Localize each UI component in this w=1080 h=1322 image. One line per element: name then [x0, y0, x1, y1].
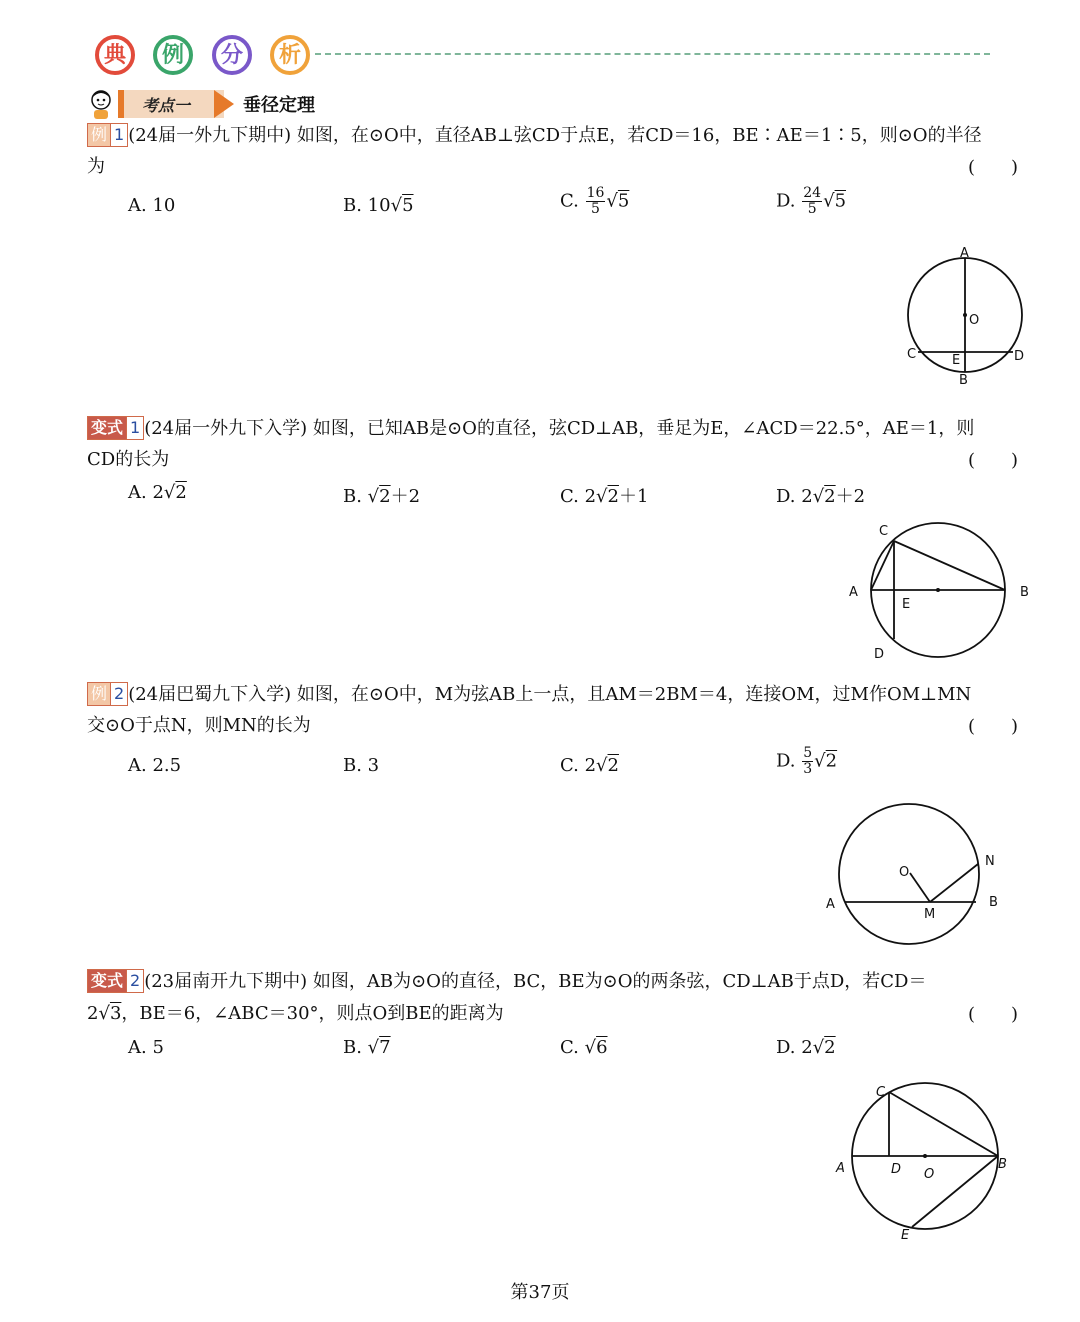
q1-label-e: E: [952, 353, 961, 368]
v2-label-o: O: [924, 1167, 935, 1182]
q2-option-a: A. 2.5: [128, 755, 182, 776]
q2-label-a: A: [826, 897, 835, 912]
v2-text: (23届南开九下期中) 如图，AB为⊙O的直径，BC，BE为⊙O的两条弦，CD⊥AB于点D，若CD＝: [144, 971, 927, 992]
v1-num: 1: [127, 416, 144, 440]
v1-answer-paren: ( ): [968, 450, 1019, 471]
q2-label-m: M: [924, 907, 936, 922]
v1-label-d: D: [874, 647, 885, 662]
v1-label-a: A: [849, 585, 858, 600]
q1-text: (24届一外九下期中) 如图，在⊙O中，直径AB⊥弦CD于点E，若CD＝16，BE∶AE＝1∶5，则⊙O的半径: [128, 125, 982, 146]
q2-label-b: B: [989, 895, 998, 910]
v1-label-e: E: [902, 597, 911, 612]
header-char-2: 例: [153, 35, 193, 75]
v2-answer-paren: ( ): [968, 1004, 1019, 1025]
v2-option-a: A. 5: [128, 1037, 164, 1058]
q2-text: (24届巴蜀九下入学) 如图，在⊙O中，M为弦AB上一点，且AM＝2BM＝4，连接OM，过M作OM⊥MN: [128, 684, 972, 705]
q1-option-d: D. $\frac{24}{5}$ √5: [776, 185, 847, 217]
v1-figure: [840, 515, 1040, 665]
q2-figure: [818, 795, 1018, 955]
v1-option-d: D. 2√2＋2: [776, 486, 866, 507]
q2-label-n: N: [985, 854, 995, 869]
q1-figure: [895, 242, 1040, 392]
v2-label-c: C: [876, 1085, 886, 1100]
v1-line1: [87, 414, 974, 440]
v2-figure: [830, 1078, 1020, 1248]
q1-num: 1: [111, 123, 128, 147]
topic-title: 垂径定理: [243, 95, 315, 116]
v1-segment-cb: [894, 541, 1005, 590]
q2-segment-mn: [930, 864, 978, 902]
q1-option-c: C. $\frac{16}{5}$ √5: [560, 185, 630, 217]
q1-answer-paren: ( ): [968, 157, 1019, 178]
v1-tag: 变式: [87, 416, 127, 440]
q2-line1: [87, 680, 971, 706]
v1-text: (24届一外九下入学) 如图，已知AB是⊙O的直径，弦CD⊥AB，垂足为E，∠ACD＝22.5°，AE＝1，则: [144, 418, 975, 439]
q2-label-o: O: [899, 865, 910, 880]
student-icon: [86, 88, 116, 120]
v1-center-point: [936, 588, 940, 592]
header-char-1: 典: [95, 35, 135, 75]
v2-option-b: B. √7: [343, 1037, 391, 1058]
v1-segment-ac: [871, 541, 894, 590]
topic-label: 考点一: [142, 96, 191, 115]
q2-option-c: C. 2√2: [560, 755, 619, 776]
q1-label-c: C: [907, 347, 917, 362]
v2-option-d: D. 2√2: [776, 1037, 836, 1058]
q1-line1: [87, 121, 982, 147]
q1-tag: 例: [87, 123, 111, 147]
topic-arrow-icon: [214, 90, 234, 118]
v2-line1: [87, 967, 926, 993]
v2-label-a: A: [836, 1161, 845, 1176]
v2-center-point: [923, 1154, 927, 1158]
v2-num: 2: [127, 969, 144, 993]
v1-label-b: B: [1020, 585, 1029, 600]
q1-center-point: [963, 313, 967, 317]
q1-option-b: B. 10√5: [343, 195, 414, 216]
v1-option-b: B. √2＋2: [343, 486, 421, 507]
v2-chord-bc: [889, 1092, 998, 1156]
header-divider: [315, 53, 990, 55]
q2-num: 2: [111, 682, 128, 706]
v1-option-a: A. 2√2: [128, 482, 187, 503]
v1-label-c: C: [879, 524, 889, 539]
q1-label-a: A: [960, 246, 969, 261]
header-char-3: 分: [212, 35, 252, 75]
q1-label-d: D: [1014, 349, 1025, 364]
v1-option-c: C. 2√2＋1: [560, 486, 649, 507]
q2-line2: 交⊙O于点N，则MN的长为: [87, 715, 311, 736]
q1-label-o: O: [969, 313, 980, 328]
q2-option-d: D. $\frac{5}{3}$ √2: [776, 745, 838, 777]
v2-label-d: D: [891, 1162, 902, 1177]
v2-line2: 2√3，BE＝6，∠ABC＝30°，则点O到BE的距离为: [87, 1003, 504, 1024]
q1-line2: 为: [87, 156, 105, 177]
q1-option-a: A. 10: [128, 195, 176, 216]
q1-label-b: B: [959, 373, 968, 388]
v2-label-b: B: [998, 1157, 1007, 1172]
header-char-4: 析: [270, 35, 310, 75]
v2-tag: 变式: [87, 969, 127, 993]
page-number: 第37页: [510, 1282, 570, 1303]
q2-segment-om: [910, 873, 930, 902]
v2-option-c: C. √6: [560, 1037, 608, 1058]
v2-label-e: E: [901, 1228, 910, 1243]
q2-tag: 例: [87, 682, 111, 706]
q2-answer-paren: ( ): [968, 716, 1019, 737]
v1-line2: CD的长为: [87, 449, 170, 470]
q2-option-b: B. 3: [343, 755, 380, 776]
